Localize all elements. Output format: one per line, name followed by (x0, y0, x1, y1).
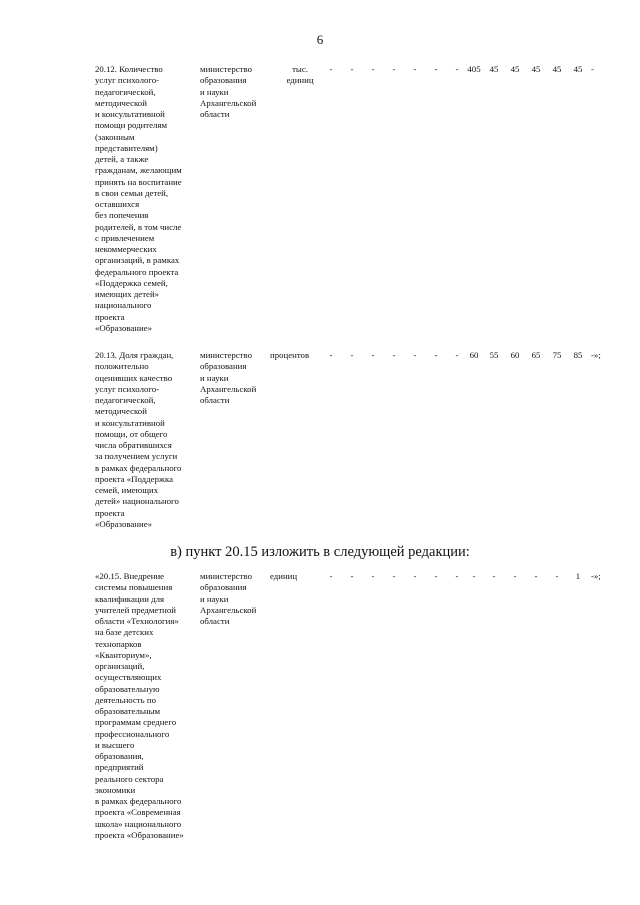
value-cell: - (371, 350, 375, 360)
value-cell: 45 (489, 64, 499, 74)
unit-text: процентов (270, 350, 310, 360)
value-cell: - (371, 571, 375, 581)
value-cell: - (492, 571, 496, 581)
value-cell: - (455, 350, 459, 360)
value-cell: - (434, 571, 438, 581)
value-cell: -»; (591, 571, 601, 581)
value-cell: -»; (591, 350, 601, 360)
value-cell: - (392, 64, 396, 74)
value-cell: 55 (489, 350, 499, 360)
value-cell: 65 (531, 350, 541, 360)
value-cell: 60 (510, 350, 520, 360)
value-cell: - (591, 64, 594, 74)
value-cell: - (434, 64, 438, 74)
value-cell: - (371, 64, 375, 74)
value-cell: - (534, 571, 538, 581)
value-cell: 45 (531, 64, 541, 74)
value-cell: - (350, 350, 354, 360)
value-cell: 85 (573, 350, 583, 360)
executor-text: министерство образования и науки Архангельской области (200, 571, 257, 626)
value-cell: 60 (469, 350, 479, 360)
value-cell: - (413, 571, 417, 581)
value-cell: 75 (552, 350, 562, 360)
value-cell: - (413, 350, 417, 360)
value-cell: - (455, 571, 459, 581)
value-cell: - (455, 64, 459, 74)
unit-text: единиц (270, 571, 298, 581)
value-cell: 1 (575, 571, 581, 581)
indicator-text: 20.13. Доля граждан, положительно оценивших качество услуг психолого- педагогической, методической и консультативной помощи, от общего числа обратившихся за получением услуги в рамках федерального проекта «Поддержка семей, имеющих детей» национального проекта «Образование» (95, 350, 182, 529)
page-number: 6 (316, 32, 324, 47)
value-cell: - (392, 350, 396, 360)
value-cell: - (329, 64, 333, 74)
value-cell: 405 (467, 64, 481, 74)
value-cell: - (513, 571, 517, 581)
section-heading: в) пункт 20.15 изложить в следующей редакции: (170, 544, 470, 560)
value-cell: 45 (573, 64, 583, 74)
value-cell: - (329, 350, 333, 360)
value-cell: - (329, 571, 333, 581)
executor-text: министерство образования и науки Архангельской области (200, 64, 257, 119)
executor-text: министерство образования и науки Архангельской области (200, 350, 257, 405)
value-cell: - (472, 571, 476, 581)
value-cell: - (392, 571, 396, 581)
value-cell: - (555, 571, 559, 581)
value-cell: - (413, 64, 417, 74)
value-cell: 45 (552, 64, 562, 74)
indicator-text: 20.12. Количество услуг психолого- педагогической, методической и консультативной помощи родителям (законным представителям) детей, а также гражданам, желающим принять на воспитание в свои семьи детей, оставшихся без попечения родителей, в том числе с привлечением некоммерческих организаций, в рамках федерального проекта «Поддержка семей, имеющих детей» национального проекта «Образование» (95, 64, 182, 333)
value-cell: - (434, 350, 438, 360)
value-cell: - (350, 571, 354, 581)
indicator-text: «20.15. Внедрение системы повышения квалификации для учителей предметной области «Технология» на базе детских технопарков «Кванториум», организаций, осуществляющих образовательную деятельность по образовательным программам среднего профессионального и высшего образования, предприятий реального сектора экономики в рамках федерального проекта «Современная школа» национального проекта «Образование» (95, 571, 184, 840)
value-cell: - (350, 64, 354, 74)
unit-text: тыс. единиц (286, 64, 314, 86)
value-cell: 45 (510, 64, 520, 74)
